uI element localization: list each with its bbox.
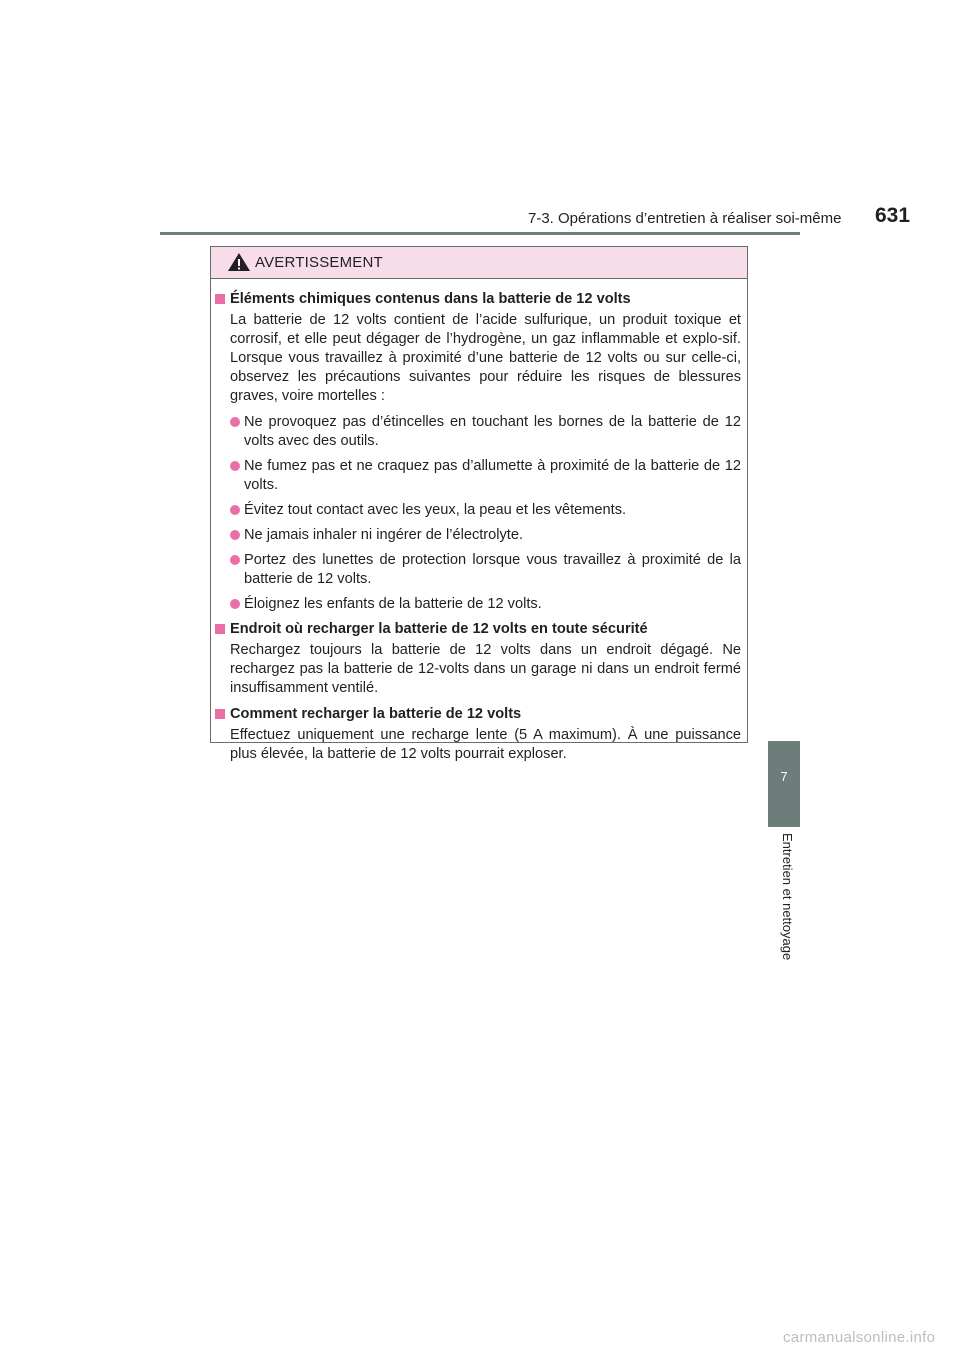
chapter-label: Entretien et nettoyage — [780, 833, 795, 961]
section-title: 7-3. Opérations d’entretien à réaliser soi-même — [528, 210, 842, 227]
heading-text: Comment recharger la batterie de 12 volts — [230, 706, 522, 722]
section-heading — [215, 705, 741, 724]
section-paragraph: Rechargez toujours la batterie de 12 volts dans un endroit dégagé. Ne rechargez pas la batterie de 12-volts dans un garage ni dans un endroit fermé insuffisamment ventilé. — [230, 642, 741, 696]
section-heading — [215, 620, 741, 639]
circle-bullet-icon — [230, 505, 240, 515]
square-bullet-icon — [215, 709, 225, 719]
list-item — [215, 457, 741, 495]
list-item-text: Évitez tout contact avec les yeux, la peau et les vêtements. — [244, 502, 627, 518]
heading-text: Éléments chimiques contenus dans la batterie de 12 volts — [230, 291, 631, 307]
section-heading — [215, 290, 741, 309]
list-item-text: Éloignez les enfants de la batterie de 12 volts. — [244, 596, 542, 612]
circle-bullet-icon — [230, 555, 240, 565]
list-item-text: Ne jamais inhaler ni ingérer de l’électrolyte. — [244, 527, 524, 543]
list-item — [215, 551, 741, 589]
chapter-tab — [768, 741, 800, 827]
section-paragraph: Effectuez uniquement une recharge lente (5 A maximum). À une puissance plus élevée, la batterie de 12 volts pourrait exploser. — [230, 727, 741, 762]
circle-bullet-icon — [230, 599, 240, 609]
list-item — [215, 501, 741, 520]
circle-bullet-icon — [230, 461, 240, 471]
warning-title: AVERTISSEMENT — [255, 254, 383, 271]
list-item — [215, 413, 741, 451]
page-header — [160, 200, 911, 234]
list-item-text: Ne fumez pas et ne craquez pas d’allumette à proximité de la batterie de 12 volts. — [244, 458, 741, 493]
warning-header — [211, 247, 747, 279]
chapter-number: 7 — [780, 769, 788, 784]
square-bullet-icon — [215, 294, 225, 304]
heading-text: Endroit où recharger la batterie de 12 volts en toute sécurité — [230, 621, 648, 637]
warning-body — [211, 279, 747, 764]
square-bullet-icon — [215, 624, 225, 634]
list-item — [215, 595, 741, 614]
section-paragraph: La batterie de 12 volts contient de l’acide sulfurique, un produit toxique et corrosif, et elle peut dégager de l’hydrogène, un gaz inflammable et explo-sif. Lorsque vous travaillez à proximité d’une batterie de 12 volts ou sur celle-ci, observez les précautions suivantes pour réduire les risques de blessures graves, voire mortelles : — [230, 312, 741, 404]
list-item — [215, 526, 741, 545]
circle-bullet-icon — [230, 530, 240, 540]
page-number: 631 — [875, 204, 911, 227]
watermark: carmanualsonline.info — [783, 1329, 936, 1346]
warning-box — [210, 246, 748, 762]
list-item-text: Ne provoquez pas d’étincelles en touchant les bornes de la batterie de 12 volts avec des outils. — [244, 414, 741, 449]
list-item-text: Portez des lunettes de protection lorsque vous travaillez à proximité de la batterie de 12 volts. — [244, 552, 741, 587]
circle-bullet-icon — [230, 417, 240, 427]
warning-triangle-icon — [227, 252, 251, 272]
header-rule — [160, 232, 800, 235]
